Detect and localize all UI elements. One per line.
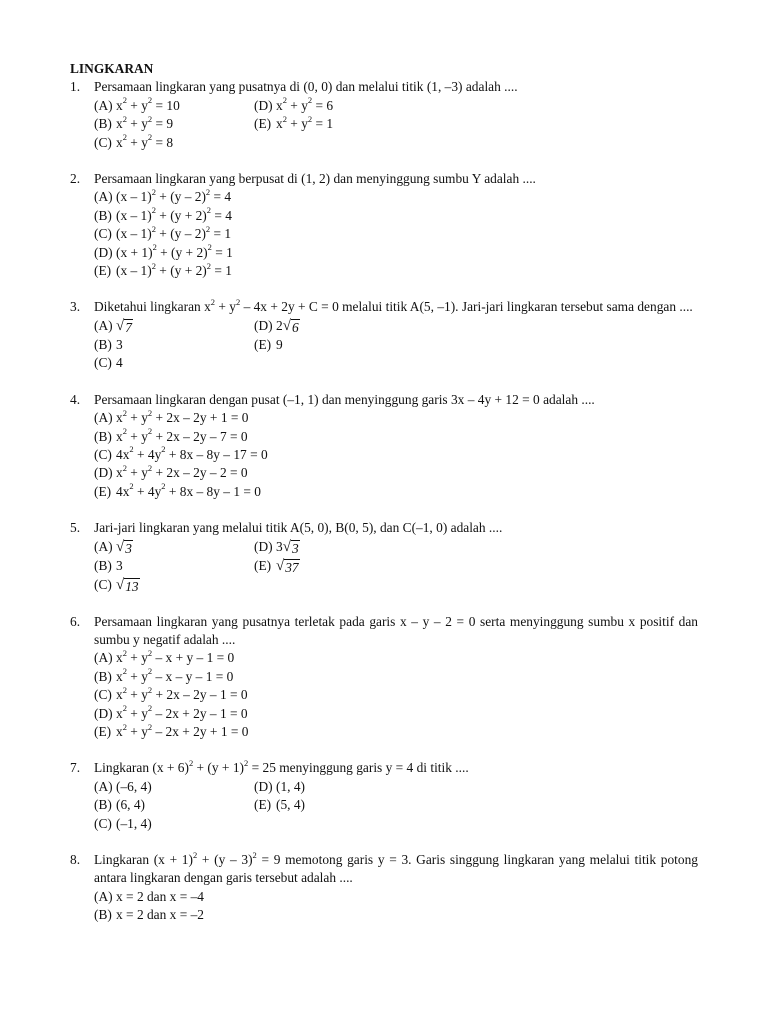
option-label: (B) xyxy=(94,116,112,132)
option-label: (B) xyxy=(94,557,112,573)
answer-option[interactable] xyxy=(94,244,698,262)
answer-options xyxy=(94,188,698,280)
answer-options xyxy=(94,409,698,501)
answer-option[interactable] xyxy=(94,134,254,152)
option-value: 3 √ 3 xyxy=(276,538,299,556)
option-label: (D) xyxy=(254,538,273,554)
question-stem: Persamaan lingkaran yang berpusat di (1, 2) dan menyinggung sumbu Y adalah .... xyxy=(94,171,536,187)
answer-option[interactable] xyxy=(94,354,254,372)
option-label: (D) xyxy=(94,705,113,721)
option-value: $x^2 + y^2 = 8$ xyxy=(116,132,174,150)
question-7 xyxy=(70,759,698,833)
answer-option[interactable] xyxy=(94,686,698,704)
question-stem: Jari-jari lingkaran yang melalui titik A(5, 0), B(0, 5), dan C(–1, 0) adalah .... xyxy=(94,520,503,536)
question-8 xyxy=(70,851,698,925)
option-value: x = 2 dan x = –4 xyxy=(116,888,205,904)
answer-option[interactable] xyxy=(254,336,698,354)
answer-option[interactable] xyxy=(94,796,254,814)
answer-options xyxy=(94,778,698,833)
answer-option[interactable] xyxy=(94,705,698,723)
answer-option[interactable] xyxy=(94,262,698,280)
option-label: (C) xyxy=(94,226,112,242)
option-value: (–1, 4) xyxy=(116,815,152,831)
option-label: (B) xyxy=(94,336,112,352)
option-label: (C) xyxy=(94,576,112,592)
answer-option[interactable] xyxy=(94,207,698,225)
option-value: $x^2 + y^2 + 2x - 2y - 2 = 0$ xyxy=(116,462,248,481)
option-label: (D) xyxy=(94,465,113,481)
question-5 xyxy=(70,519,698,594)
question-number: 5. xyxy=(70,520,81,536)
square-root-symbol: √ 7 xyxy=(116,317,132,335)
option-label: (E) xyxy=(254,336,272,352)
answer-options xyxy=(94,649,698,741)
option-value: (x – 1)$^2$ + (y – 2)$^2$ = 1 xyxy=(116,223,232,242)
answer-options xyxy=(94,317,698,373)
answer-option[interactable] xyxy=(254,115,698,133)
square-root-symbol: √ 6 xyxy=(282,317,299,335)
answer-option[interactable] xyxy=(94,97,254,115)
option-label: (A) xyxy=(94,189,113,205)
question-number: 2. xyxy=(70,171,81,187)
answer-option[interactable] xyxy=(94,649,698,667)
option-value: (x – 1)$^2$ + (y – 2)$^2$ = 4 xyxy=(116,186,232,205)
option-label: (E) xyxy=(94,483,112,499)
answer-option[interactable] xyxy=(94,888,698,906)
option-label: (D) xyxy=(254,97,273,113)
option-label: (D) xyxy=(94,244,113,260)
option-value: (–6, 4) xyxy=(116,778,152,794)
answer-option[interactable] xyxy=(94,778,254,796)
answer-option[interactable] xyxy=(94,188,698,206)
question-stem: Persamaan lingkaran dengan pusat (–1, 1) dan menyinggung garis 3x – 4y + 12 = 0 adalah .... xyxy=(94,391,595,407)
option-label: (A) xyxy=(94,538,113,554)
option-value: 3 xyxy=(116,336,123,352)
answer-option[interactable] xyxy=(94,464,698,482)
question-stem: Lingkaran $(x + 1)^2 + (y - 3)^2 = 9$ memotong garis y = 3. Garis singgung lingkaran yang melalui titik potong antara lingkaran dengan garis tersebut adalah .... xyxy=(94,849,698,886)
option-value xyxy=(116,577,140,592)
question-stem: Persamaan lingkaran yang pusatnya di (0, 0) dan melalui titik (1, –3) adalah .... xyxy=(94,79,518,95)
option-value: 3 xyxy=(116,557,123,573)
option-label: (A) xyxy=(94,410,113,426)
question-4 xyxy=(70,391,698,501)
answer-options xyxy=(94,538,698,595)
answer-options xyxy=(94,888,698,925)
option-value: (1, 4) xyxy=(276,778,306,794)
question-stem: Lingkaran $(x + 6)^2 + (y + 1)^2 = 25$ menyinggung garis y = 4 di titik .... xyxy=(94,757,469,776)
answer-option[interactable] xyxy=(94,428,698,446)
option-value: (5, 4) xyxy=(276,797,306,813)
question-6 xyxy=(70,613,698,742)
option-label: (B) xyxy=(94,668,112,684)
question-number: 3. xyxy=(70,299,81,315)
option-value: $4x^2 + 4y^2 + 8x - 8y - 17 = 0$ xyxy=(116,444,268,462)
question-number: 7. xyxy=(70,760,81,776)
question-3 xyxy=(70,298,698,372)
worksheet-page xyxy=(70,60,698,943)
answer-option[interactable] xyxy=(94,557,254,576)
option-label: (B) xyxy=(94,207,112,223)
option-value: 4 xyxy=(116,355,123,371)
worksheet-title: LINGKARAN xyxy=(70,61,154,76)
answer-option[interactable] xyxy=(254,538,698,557)
question-1 xyxy=(70,78,698,152)
option-label: (E) xyxy=(94,723,112,739)
answer-option[interactable] xyxy=(254,317,698,336)
option-label: (C) xyxy=(94,446,112,462)
option-label: (E) xyxy=(94,263,112,279)
answer-option[interactable] xyxy=(94,815,254,833)
answer-option[interactable] xyxy=(94,576,254,595)
option-label: (B) xyxy=(94,428,112,444)
option-value: x = 2 dan x = –2 xyxy=(116,907,205,923)
answer-option[interactable] xyxy=(254,557,698,576)
option-label: (A) xyxy=(94,650,113,666)
option-value: $(x - 1)^2 + (y + 2)^2 = 4$ xyxy=(116,205,232,223)
option-value: (6, 4) xyxy=(116,797,146,813)
option-value: $x^2 + y^2 - x + y - 1 = 0$ xyxy=(116,647,235,666)
option-value: $x^2 + y^2 = 1$ xyxy=(276,113,334,132)
answer-option[interactable] xyxy=(94,668,698,686)
square-root-symbol: √ 37 xyxy=(276,557,299,575)
answer-option[interactable] xyxy=(94,446,698,464)
option-value: 2 √ 6 xyxy=(276,317,299,335)
question-number: 8. xyxy=(70,852,81,867)
option-label: (E) xyxy=(254,797,272,813)
option-label: (A) xyxy=(94,888,113,904)
answer-option[interactable] xyxy=(254,97,698,115)
answer-options xyxy=(94,97,698,152)
option-value xyxy=(116,318,133,333)
option-label: (D) xyxy=(254,317,273,333)
square-root-symbol: √ 13 xyxy=(116,576,139,594)
question-stem: Persamaan lingkaran yang pusatnya terletak pada garis x – y – 2 = 0 serta menyinggung sumbu x positif dan sumbu y negatif adalah .... xyxy=(94,613,698,647)
option-value: $x^2 + y^2 = 10$ xyxy=(116,95,180,113)
option-label: (A) xyxy=(94,778,113,794)
question-list xyxy=(70,78,698,924)
option-label: (B) xyxy=(94,907,112,923)
answer-option[interactable] xyxy=(94,409,698,427)
option-label: (D) xyxy=(254,778,273,794)
answer-option[interactable] xyxy=(254,778,698,796)
option-label: (A) xyxy=(94,97,113,113)
answer-option[interactable] xyxy=(94,317,254,336)
answer-option[interactable] xyxy=(94,906,698,924)
option-value: $(x - 1)^2 + (y + 2)^2 = 1$ xyxy=(116,260,232,279)
answer-option[interactable] xyxy=(94,115,254,133)
option-value xyxy=(276,558,300,573)
option-label: (C) xyxy=(94,815,112,831)
option-value: $x^2 + y^2 + 2x - 2y + 1 = 0$ xyxy=(116,407,249,426)
option-label: (C) xyxy=(94,687,112,703)
option-value: $x^2 + y^2 = 6$ xyxy=(276,95,334,113)
option-label: (A) xyxy=(94,317,113,333)
answer-option[interactable] xyxy=(94,225,698,243)
question-number: 1. xyxy=(70,79,81,95)
question-stem: Diketahui lingkaran $x^2 + y^2 - 4x + 2y + C = 0$ melalui titik A(5, –1). Jari-jari lingkaran tersebut sama dengan .... xyxy=(94,297,693,315)
square-root-symbol: √ 3 xyxy=(116,538,132,556)
question-number: 6. xyxy=(70,613,81,629)
option-value: $x^2 + y^2 - x - y - 1 = 0$ xyxy=(116,666,234,684)
option-value xyxy=(116,539,133,554)
option-value: $x^2 + y^2 - 2x + 2y - 1 = 0$ xyxy=(116,703,248,721)
option-value: 9 xyxy=(276,336,283,352)
option-value: $4x^2 + 4y^2 + 8x - 8y - 1 = 0$ xyxy=(116,481,261,499)
option-value: $x^2 + y^2 = 9$ xyxy=(116,113,174,132)
option-label: (E) xyxy=(254,116,272,132)
option-label: (E) xyxy=(254,557,272,573)
question-number: 4. xyxy=(70,391,81,407)
option-value: $(x + 1)^2 + (y + 2)^2 = 1$ xyxy=(116,242,233,260)
answer-option[interactable] xyxy=(94,538,254,557)
question-2 xyxy=(70,170,698,280)
option-value: $x^2 + y^2 + 2x - 2y - 1 = 0$ xyxy=(116,684,248,703)
square-root-symbol: √ 3 xyxy=(282,538,299,556)
answer-option[interactable] xyxy=(94,723,698,741)
answer-option[interactable] xyxy=(94,483,698,501)
option-value: $x^2 + y^2 + 2x - 2y - 7 = 0$ xyxy=(116,426,248,444)
option-value: $x^2 + y^2 - 2x + 2y + 1 = 0$ xyxy=(116,721,249,739)
option-label: (B) xyxy=(94,797,112,813)
option-label: (C) xyxy=(94,355,112,371)
option-label: (C) xyxy=(94,134,112,150)
answer-option[interactable] xyxy=(254,796,698,814)
answer-option[interactable] xyxy=(94,336,254,354)
